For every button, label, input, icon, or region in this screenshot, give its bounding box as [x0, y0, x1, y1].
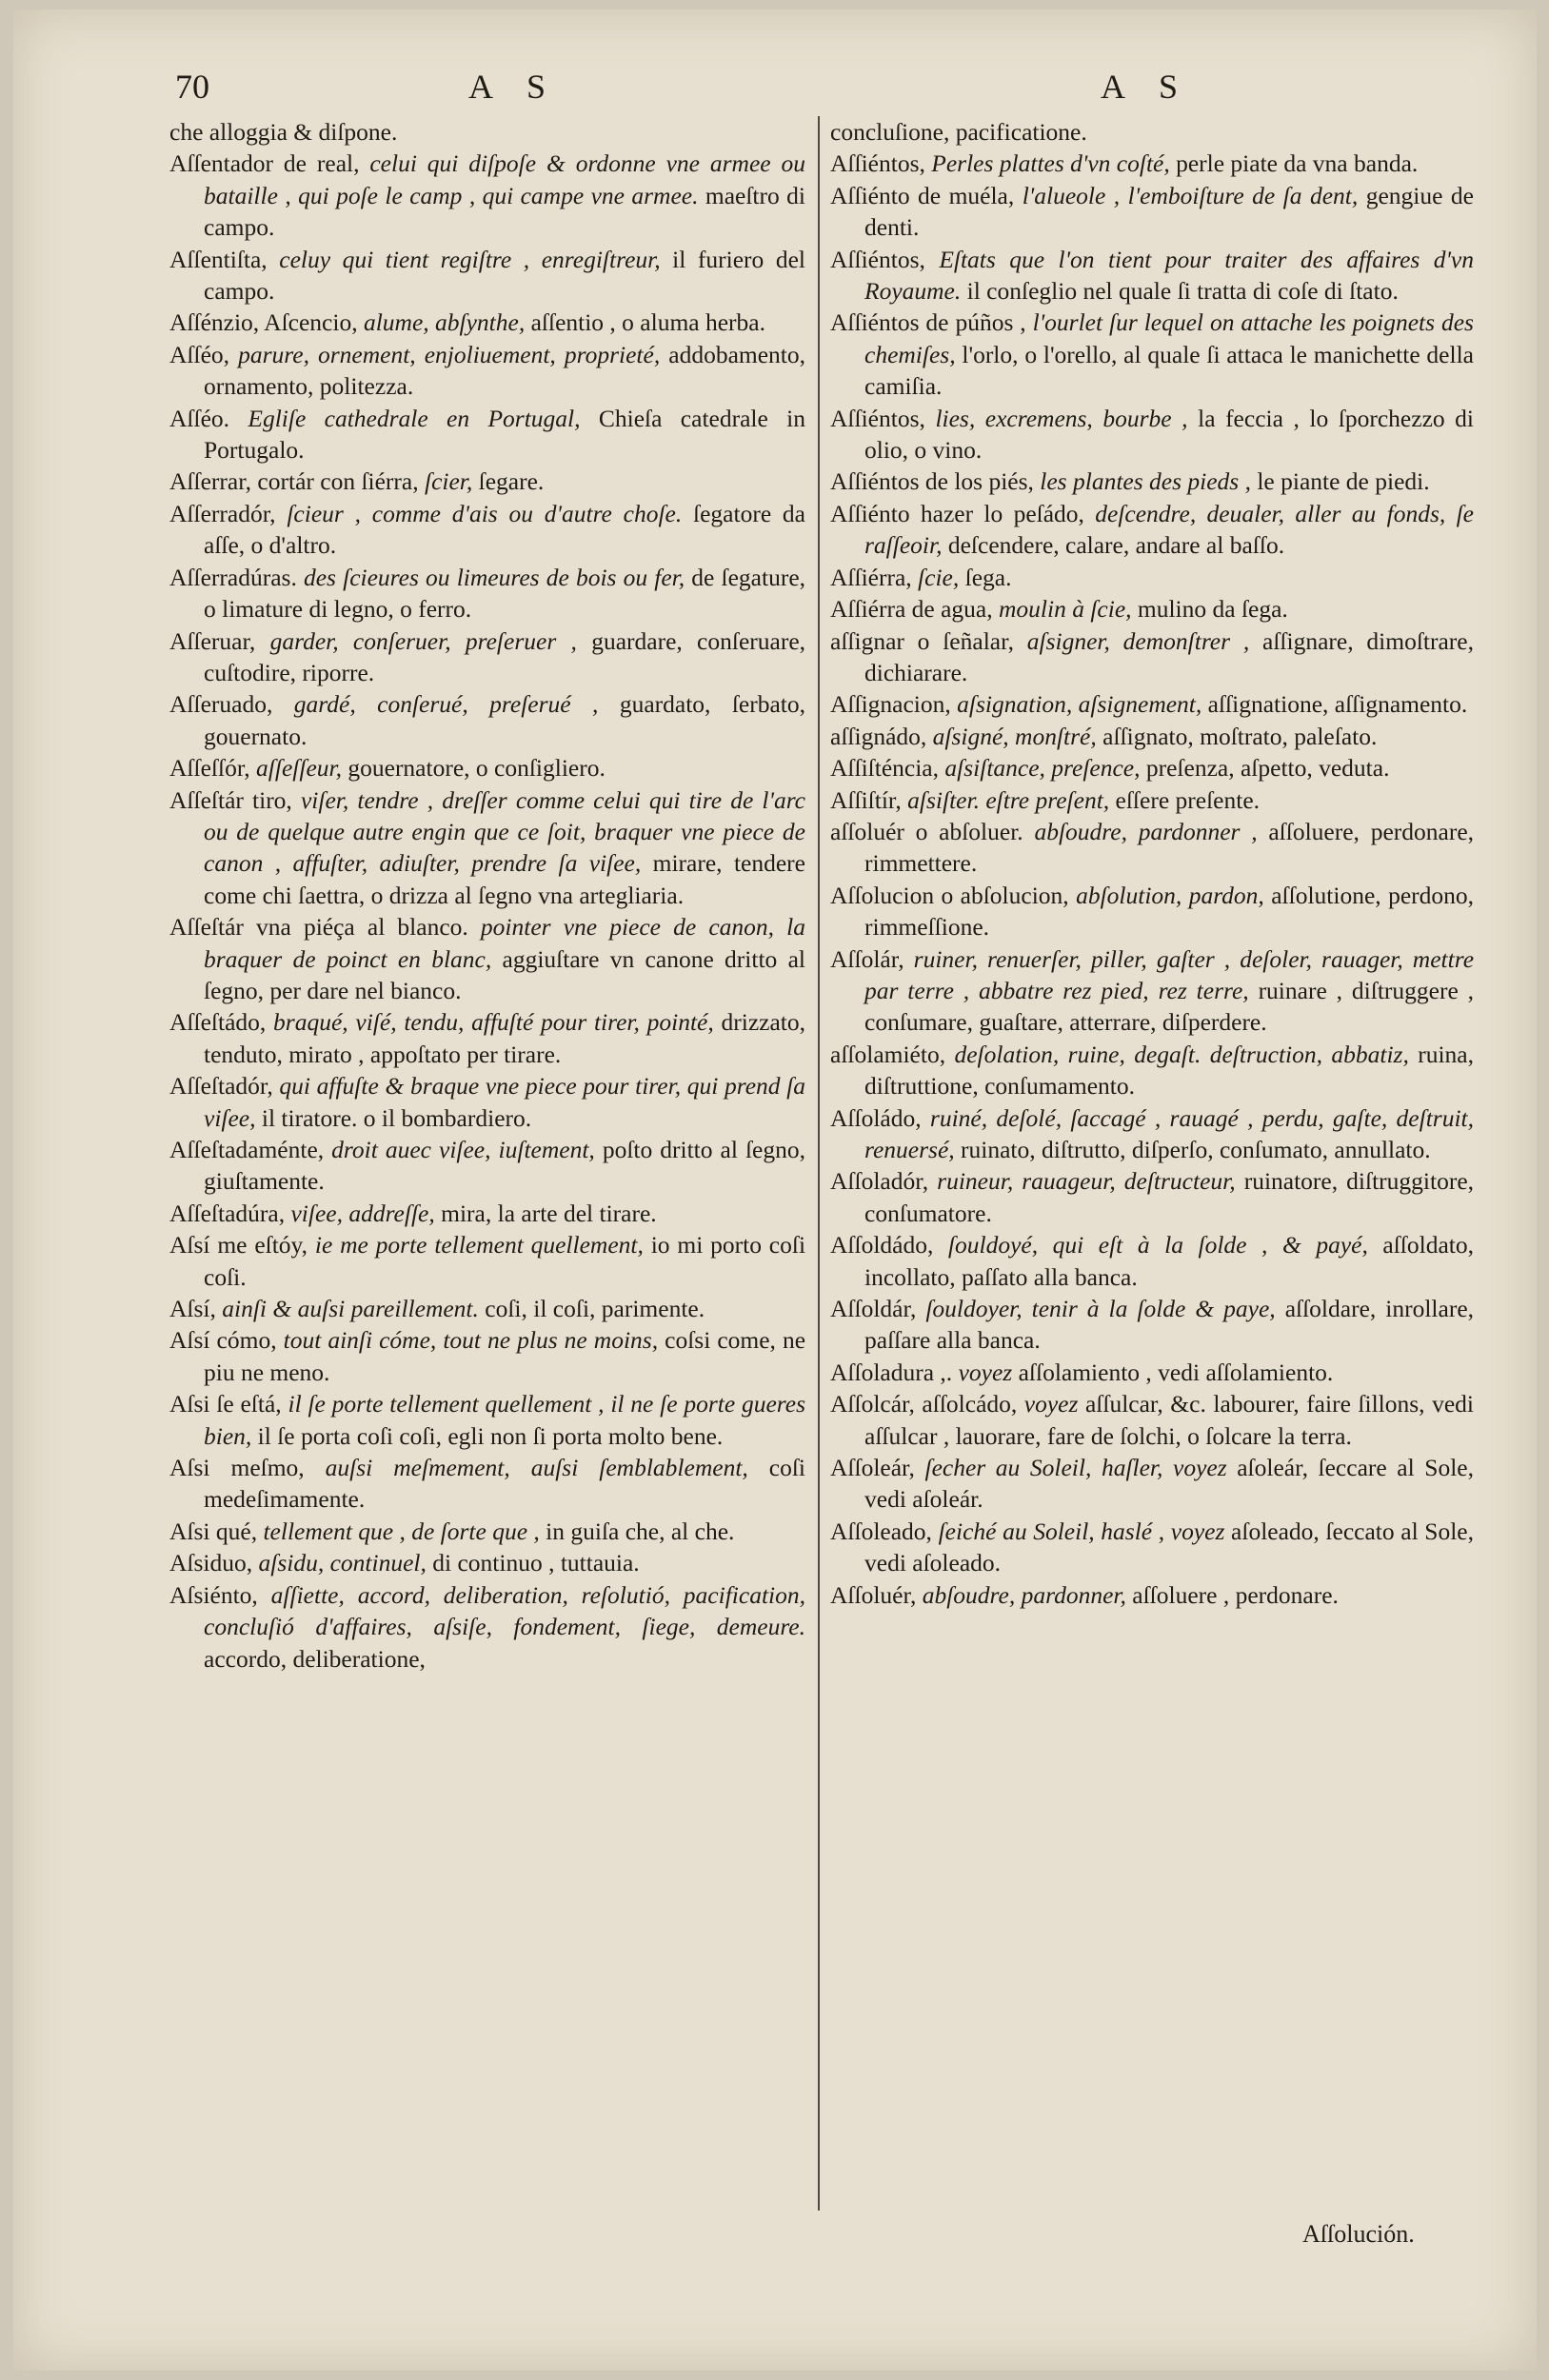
french-gloss: garder, conſeruer, preſeruer ,: [269, 626, 577, 655]
headword: Aſſeruado,: [169, 690, 273, 719]
headword: Aſſiéntos,: [830, 149, 925, 178]
headword: Aſsiénto,: [169, 1580, 258, 1609]
french-gloss: celuy qui tient regiſtre , enregiſtreur,: [279, 245, 661, 273]
italian-gloss: gengiue de denti.: [864, 181, 1474, 242]
dictionary-entry: [169, 1579, 805, 1675]
french-gloss: viſee, addreſſe,: [290, 1199, 435, 1227]
headword: Aſſeſtadúra,: [169, 1199, 286, 1227]
french-gloss: ie me porte tellement quellement,: [314, 1231, 644, 1259]
italian-gloss: aſoleár, ſeccare al Sole, vedi aſoleár.: [864, 1454, 1474, 1514]
french-gloss: aſsiſter. eſtre preſent,: [907, 785, 1110, 814]
headword: Aſſerrar, cortár con ſiérra,: [169, 467, 419, 496]
headword: Aſſeſtadaménte,: [169, 1136, 325, 1163]
headword: Aſſolucion o abſolucion,: [830, 881, 1069, 909]
italian-gloss: coſsi come, ne piu ne meno.: [204, 1326, 806, 1386]
dictionary-entry: [830, 1229, 1474, 1293]
italian-gloss: di continuo , tuttauia.: [432, 1549, 640, 1577]
italian-gloss: aſſoluere , perdonare.: [1132, 1580, 1339, 1609]
italian-gloss: aſſoldare, inrollare, paſſare alla banca.: [864, 1295, 1475, 1355]
french-gloss: ſcie,: [918, 563, 960, 591]
column-divider: [818, 116, 820, 2211]
french-gloss: tellement que , de ſorte que ,: [263, 1517, 540, 1545]
dictionary-entry: [169, 784, 805, 912]
running-head-right: A S: [1101, 68, 1192, 106]
italian-gloss: aſſolutione, perdono, rimmeſſione.: [864, 881, 1475, 942]
dictionary-entry: [169, 1516, 805, 1547]
headword: Aſſiſtír,: [830, 785, 902, 814]
headword: Aſſolár,: [830, 944, 904, 973]
headword: Aſsí cómo,: [169, 1326, 277, 1355]
headword: Aſſiſténcia,: [830, 754, 940, 783]
dictionary-entry: [830, 721, 1474, 752]
dictionary-entry: [830, 498, 1474, 562]
french-gloss: l'ourlet ſur lequel on attache les poignets des chemiſes,: [864, 308, 1474, 368]
french-gloss: ſcier,: [425, 467, 473, 496]
italian-gloss: ſegare.: [478, 467, 545, 496]
french-gloss: aſſeſſeur,: [256, 754, 342, 783]
left-column: [169, 116, 805, 1675]
headword: Aſſiénto hazer lo peſádo,: [830, 499, 1084, 527]
italian-gloss: ruinato, diſtrutto, diſperſo, conſumato, annullato.: [961, 1136, 1431, 1163]
dictionary-entry: [830, 1357, 1474, 1388]
french-gloss: braqué, viſé, tendu, affuſté pour tirer, pointé,: [273, 1008, 714, 1037]
french-gloss: tout ainſi cóme, tout ne plus ne moins,: [283, 1326, 659, 1355]
headword: Aſſentiſta,: [169, 245, 268, 273]
page-number: 70: [175, 68, 209, 106]
dictionary-entry: [830, 1452, 1474, 1516]
italian-gloss: gouernatore, o conſigliero.: [348, 754, 606, 783]
headword: Aſſeſtár vna piéça al blanco.: [169, 913, 468, 942]
italian-gloss: in guiſa che, al che.: [546, 1517, 735, 1545]
dictionary-entry: [830, 562, 1474, 593]
dictionary-entry: [169, 1134, 805, 1198]
dictionary-entry: [830, 1165, 1474, 1229]
french-gloss: ſcieur , comme d'ais ou d'autre choſe.: [287, 499, 683, 527]
italian-gloss: aſſignatione, aſſignamento.: [1207, 690, 1468, 719]
french-gloss: il ſe porte tellement quellement , il ne ſe porte gueres bien,: [204, 1390, 806, 1450]
catchword: Aſſolución.: [1302, 2220, 1415, 2248]
headword: Aſſiéntos de púños ,: [830, 308, 1026, 337]
dictionary-entry: [169, 1293, 805, 1324]
french-gloss: abſoudre, pardonner ,: [1034, 817, 1258, 845]
french-gloss: parure, ornement, enjoliuement, proprieté,: [238, 340, 661, 368]
headword: aſſolamiéto,: [830, 1040, 946, 1068]
dictionary-entry: [169, 244, 805, 307]
dictionary-entry: [830, 625, 1474, 689]
dictionary-entry: [830, 688, 1474, 720]
french-gloss: aſſiette, accord, deliberation, reſolutió, pacification, concluſió d'affaires, aſsiſe, fondement, ſiege, demeure.: [204, 1580, 805, 1641]
italian-gloss: il conſeglio nel quale ſi tratta di coſe di ſtato.: [966, 277, 1399, 306]
italian-gloss: ſegatore da aſſe, o d'altro.: [204, 499, 805, 560]
headword: aſſignádo,: [830, 722, 927, 750]
entry-continuation: concluſione, pacificatione.: [830, 118, 1087, 146]
headword: Aſsi meſmo,: [169, 1454, 305, 1482]
dictionary-entry: [830, 403, 1474, 466]
headword: Aſsi ſe eſtá,: [169, 1390, 282, 1418]
french-gloss: Perles plattes d'vn coſté,: [931, 149, 1170, 178]
italian-gloss: accordo, deliberatione,: [204, 1644, 426, 1673]
italian-gloss: ruina, diſtruttione, conſumamento.: [864, 1040, 1475, 1101]
french-gloss: ruiné, deſolé, ſaccagé , rauagé , perdu, gaſte, deſtruit, renuersé,: [864, 1103, 1475, 1163]
italian-gloss: coſi, il coſi, parimente.: [485, 1295, 705, 1323]
french-gloss: gardé, conſerué, preſerué ,: [293, 690, 599, 719]
italian-gloss: guardato, ſerbato, gouernato.: [204, 690, 806, 750]
headword: Aſſiéntos,: [830, 404, 925, 432]
headword: Aſſoladór,: [830, 1167, 929, 1196]
headword: Aſſerradúras.: [169, 563, 297, 591]
italian-gloss: maeſtro di campo.: [204, 181, 805, 242]
italian-gloss: aſſignato, moſtrato, paleſato.: [1102, 722, 1378, 750]
dictionary-entry: [830, 784, 1474, 816]
french-gloss: l'alueole , l'emboiſture de ſa dent,: [1022, 181, 1359, 209]
dictionary-entry: [169, 1452, 805, 1516]
headword: Aſſolcár, aſſolcádo,: [830, 1390, 1018, 1418]
french-gloss: ruineur, rauageur, deſtructeur,: [937, 1167, 1236, 1196]
dictionary-entry: [169, 625, 805, 689]
french-gloss: ſouldoyer, tenir à la ſolde & paye,: [925, 1295, 1276, 1323]
headword: Aſſiéntos de los piés,: [830, 467, 1034, 496]
italian-gloss: drizzato, tenduto, mirato , appoſtato per tirare.: [204, 1008, 806, 1068]
french-gloss: Egliſe cathedrale en Portugal,: [248, 404, 581, 432]
italian-gloss: poſto dritto al ſegno, giuſtamente.: [204, 1136, 805, 1196]
italian-gloss: le piante de piedi.: [1257, 467, 1430, 496]
dictionary-entry: [830, 593, 1474, 625]
right-column: [830, 116, 1474, 1611]
dictionary-entry: [830, 1388, 1474, 1452]
italian-gloss: ruinare , diſtruggere , conſumare, guaſtare, atterrare, diſperdere.: [864, 976, 1475, 1037]
french-gloss: moulin à ſcie,: [999, 595, 1132, 624]
italian-gloss: deſcendere, calare, andare al baſſo.: [947, 531, 1285, 560]
italian-gloss: il ſe porta coſi coſi, egli non ſi porta molto bene.: [257, 1421, 724, 1450]
headword: Aſſeſſór,: [169, 754, 250, 783]
italian-gloss: ruinatore, diſtruggitore, conſumatore.: [864, 1167, 1475, 1227]
headword: Aſſiénto de muéla,: [830, 181, 1015, 209]
headword: Aſſoldádo,: [830, 1231, 934, 1259]
french-gloss: ſeiché au Soleil, haslé , voyez: [938, 1517, 1225, 1545]
french-gloss: les plantes des pieds ,: [1040, 467, 1251, 496]
french-gloss: aſsignation, aſsignement,: [957, 690, 1202, 719]
italian-gloss: preſenza, aſpetto, veduta.: [1145, 754, 1390, 783]
dictionary-entry: [830, 1579, 1474, 1611]
italian-gloss: perle piate da vna banda.: [1176, 149, 1419, 178]
headword: Aſſentador de real,: [169, 149, 360, 178]
dictionary-entry: [169, 752, 805, 783]
french-gloss: abſoudre, pardonner,: [922, 1580, 1126, 1609]
italian-gloss: eſſere preſente.: [1115, 785, 1261, 814]
dictionary-entry: [169, 1388, 805, 1452]
french-gloss: alume, abſynthe,: [363, 308, 526, 337]
french-gloss: abſolution, pardon,: [1076, 881, 1264, 909]
dictionary-entry: [169, 307, 805, 338]
italian-gloss: aſſignare, dimoſtrare, dichiarare.: [864, 626, 1474, 686]
french-gloss: deſcendre, deualer, aller au fonds, ſe raſſeoir,: [864, 499, 1474, 560]
dictionary-entry: [830, 466, 1474, 497]
headword: Aſſoládo,: [830, 1103, 922, 1132]
headword: Aſſéo,: [169, 340, 230, 368]
dictionary-entry: [830, 244, 1474, 307]
entry-continuation: che alloggia & diſpone.: [169, 118, 398, 146]
dictionary-entry: [830, 1516, 1474, 1579]
french-gloss: aſsigner, demonſtrer ,: [1026, 626, 1250, 655]
dictionary-entry: [830, 943, 1474, 1039]
italian-gloss: addobamento, ornamento, politezza.: [204, 340, 806, 401]
french-gloss: celui qui diſpoſe & ordonne vne armee ou bataille , qui poſe le camp , qui campe vne armee.: [204, 149, 805, 209]
dictionary-entry: [830, 752, 1474, 783]
dictionary-entry: [169, 1198, 805, 1229]
headword: Aſſoleár,: [830, 1454, 915, 1482]
french-gloss: ſecher au Soleil, haſler, voyez: [924, 1454, 1227, 1482]
dictionary-entry: [169, 688, 805, 752]
headword: Aſſéo.: [169, 404, 230, 432]
headword: Aſſoluér,: [830, 1580, 917, 1609]
headword: Aſſiérra de agua,: [830, 595, 993, 624]
italian-gloss: de ſegature, o limature di legno, o ferro.: [204, 563, 806, 624]
french-gloss: aſsiſtance, preſence,: [944, 754, 1141, 783]
italian-gloss: aſſulcar, &c. labourer, faire ſillons, vedi aſſulcar , lauorare, fare de ſolchi, o ſolcare la terra.: [864, 1390, 1474, 1450]
italian-gloss: il furiero del campo.: [204, 245, 805, 306]
headword: Aſſiéntos,: [830, 245, 925, 273]
italian-gloss: aſſolamiento , vedi aſſolamiento.: [1018, 1358, 1334, 1386]
italian-gloss: guardare, conſeruare, cuſtodire, riporre.: [204, 626, 806, 686]
dictionary-entry: [169, 1006, 805, 1070]
italian-gloss: aſoleado, ſeccato al Sole, vedi aſoleado.: [864, 1517, 1475, 1577]
dictionary-entry: [169, 339, 805, 403]
headword: Aſsi qué,: [169, 1517, 258, 1545]
italian-gloss: aſſentio , o aluma herba.: [530, 308, 765, 337]
headword: Aſſeſtár tiro,: [169, 785, 292, 814]
dictionary-entry: [830, 880, 1474, 943]
dictionary-entry: [169, 1547, 805, 1578]
dictionary-entry: [169, 148, 805, 243]
headword: Aſſerradór,: [169, 499, 276, 527]
french-gloss: voyez: [958, 1358, 1013, 1386]
dictionary-entry: [169, 403, 805, 466]
headword: aſſoluér o abſoluer.: [830, 817, 1023, 845]
italian-gloss: mirare, tendere come chi ſaettra, o drizza al ſegno vna artegliaria.: [204, 849, 805, 909]
italian-gloss: aſſoldato, incollato, paſſato alla banca.: [864, 1231, 1474, 1291]
running-head-left: A S: [468, 68, 560, 106]
dictionary-page: [13, 10, 1537, 2370]
italian-gloss: il tiratore. o il bombardiero.: [261, 1103, 532, 1132]
dictionary-entry: [169, 466, 805, 497]
headword: aſſignar o ſeñalar,: [830, 626, 1014, 655]
headword: Aſſeſtádo,: [169, 1008, 267, 1037]
headword: Aſsiduo,: [169, 1549, 253, 1577]
french-gloss: ſouldoyé, qui eſt à la ſolde , & payé,: [947, 1231, 1368, 1259]
dictionary-entry: [830, 1039, 1474, 1102]
headword: Aſsí,: [169, 1295, 216, 1323]
dictionary-entry: [830, 148, 1474, 179]
italian-gloss: ſega.: [964, 563, 1012, 591]
french-gloss: des ſcieures ou limeures de bois ou fer,: [303, 563, 685, 591]
dictionary-entry: [169, 1229, 805, 1293]
french-gloss: pointer vne piece de canon, la braquer de poinct en blanc,: [204, 913, 805, 973]
dictionary-entry: [830, 816, 1474, 880]
headword: Aſſoleado,: [830, 1517, 932, 1545]
italian-gloss: Chieſa catedrale in Portugalo.: [204, 404, 806, 465]
french-gloss: ruiner, renuerſer, piller, gaſter , deſoler, rauager, mettre par terre , abbatre rez pied, rez terre,: [864, 944, 1475, 1004]
dictionary-entry: [169, 911, 805, 1006]
headword: Aſſénzio, Aſcencio,: [169, 308, 358, 337]
italian-gloss: coſi medeſimamente.: [204, 1454, 806, 1514]
dictionary-entry: [830, 180, 1474, 244]
french-gloss: ainſi & auſsi pareillement.: [222, 1295, 479, 1323]
french-gloss: droit auec viſee, iuſtement,: [331, 1136, 595, 1163]
italian-gloss: aggiuſtare vn canone dritto al ſegno, per dare nel bianco.: [204, 944, 805, 1004]
french-gloss: aſsidu, continuel,: [258, 1549, 427, 1577]
italian-gloss: la feccia , lo ſporchezzo di olio, o vino.: [864, 404, 1475, 465]
french-gloss: Eſtats que l'on tient pour traiter des affaires d'vn Royaume.: [864, 245, 1475, 306]
headword: Aſſoladura ,.: [830, 1358, 953, 1386]
italian-gloss: aſſoluere, perdonare, rimmettere.: [864, 817, 1475, 878]
french-gloss: voyez: [1023, 1390, 1079, 1418]
headword: Aſſoldár,: [830, 1295, 917, 1323]
headword: Aſſeſtadór,: [169, 1072, 273, 1101]
page-header: [13, 67, 1537, 114]
dictionary-entry: [169, 498, 805, 562]
dictionary-entry: [169, 1324, 805, 1388]
dictionary-entry: [830, 307, 1474, 402]
dictionary-entry: [169, 562, 805, 625]
french-gloss: aſsigné, monſtré,: [932, 722, 1097, 750]
french-gloss: auſsi meſmement, auſsi ſemblablement,: [325, 1454, 748, 1482]
french-gloss: qui affuſte & braque vne piece pour tirer, qui prend ſa viſee,: [204, 1072, 805, 1132]
headword: Aſſiérra,: [830, 563, 912, 591]
italian-gloss: l'orlo, o l'orello, al quale ſi attaca le manichette della camiſia.: [864, 340, 1474, 401]
italian-gloss: io mi porto coſi coſi.: [204, 1231, 806, 1291]
headword: Aſſignacion,: [830, 690, 951, 719]
headword: Aſſeruar,: [169, 626, 256, 655]
french-gloss: deſolation, ruine, degaſt. deſtruction, abbatiz,: [954, 1040, 1409, 1068]
italian-gloss: mira, la arte del tirare.: [441, 1199, 657, 1227]
french-gloss: viſer, tendre , dreſſer comme celui qui tire de l'arc ou de quelque autre engin que ce ſoit, braquer vne piece de canon , affuſter, adiuſter, prendre ſa viſee,: [204, 785, 805, 878]
dictionary-entry: [830, 1293, 1474, 1357]
french-gloss: lies, excremens, bourbe ,: [935, 404, 1188, 432]
dictionary-entry: [169, 1070, 805, 1134]
headword: Aſsí me eſtóy,: [169, 1231, 308, 1259]
dictionary-entry: [830, 1102, 1474, 1166]
italian-gloss: mulino da ſega.: [1137, 595, 1288, 624]
